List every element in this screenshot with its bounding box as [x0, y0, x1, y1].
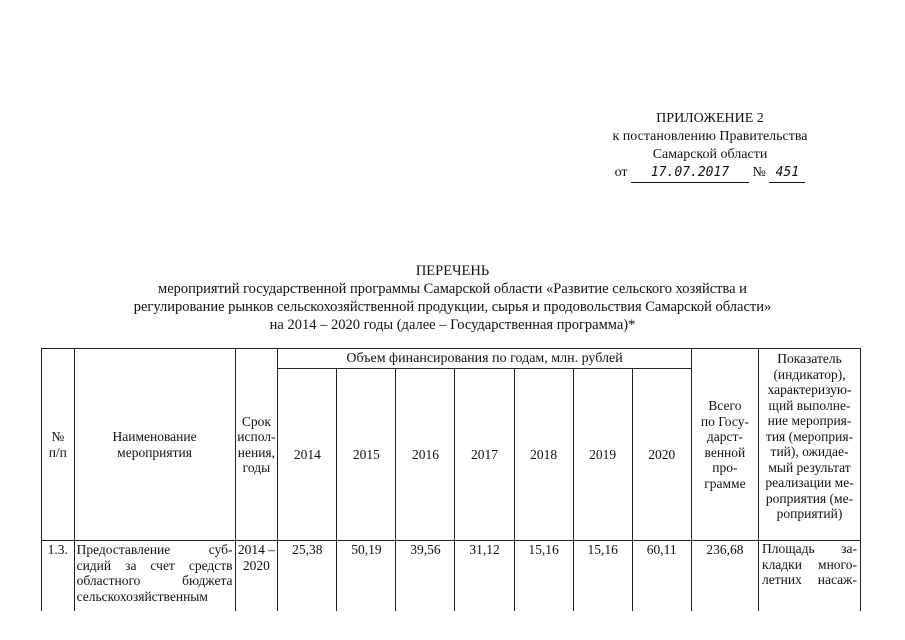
header-funding: Объем финансирования по годам, млн. рублей	[278, 349, 692, 369]
header-year-2015: 2015	[337, 369, 396, 541]
appendix-line2: Самарской области	[652, 147, 768, 162]
handwritten-date: 17.07.2017	[631, 164, 749, 183]
row-value-2015: 50,19	[337, 541, 396, 611]
title-line1: мероприятий государственной программы Самарской области «Развитие сельского хозяйства и	[158, 281, 747, 297]
appendix-block	[585, 110, 835, 183]
header-name: Наименование мероприятия	[74, 349, 235, 541]
title-line2: регулирование рынков сельскохозяйственной продукции, сырья и продовольствия Самарской области»	[133, 299, 772, 315]
header-year-2017: 2017	[455, 369, 514, 541]
row-name: Предоставление суб- сидий за счет средств областного бюджета сельскохозяйственным	[74, 541, 235, 611]
appendix-heading: ПРИЛОЖЕНИЕ 2	[656, 111, 764, 126]
header-term: Срок испол- нения, годы	[235, 349, 278, 541]
appendix-line1: к постановлению Правительства	[612, 129, 808, 144]
handwritten-number: 451	[769, 164, 805, 183]
row-num: 1.3.	[42, 541, 75, 611]
header-total: Всего по Госу- дарст- венной про- грамме	[691, 349, 758, 541]
header-num: № п/п	[42, 349, 75, 541]
row-value-2019: 15,16	[573, 541, 632, 611]
header-year-2018: 2018	[514, 369, 573, 541]
header-year-2016: 2016	[396, 369, 455, 541]
header-year-2019: 2019	[573, 369, 632, 541]
header-year-2014: 2014	[278, 369, 337, 541]
table-row	[42, 541, 861, 611]
row-term: 2014 – 2020	[235, 541, 278, 611]
measures-table	[41, 348, 861, 611]
row-value-2018: 15,16	[514, 541, 573, 611]
appendix-date-line	[585, 164, 835, 183]
header-indicator: Показатель (индикатор), характеризую- щий выполне- ние мероприя- тия (мероприя- тий), ожидае- мый результат реализации ме- роприятия (ме- роприятий)	[759, 349, 861, 541]
row-total: 236,68	[691, 541, 758, 611]
row-indicator: Площадь за- кладки много- летних насаж-	[759, 541, 861, 611]
header-year-2020: 2020	[632, 369, 691, 541]
number-prefix: №	[752, 165, 766, 180]
title-heading: ПЕРЕЧЕНЬ	[415, 263, 490, 279]
row-value-2017: 31,12	[455, 541, 514, 611]
title-line3: на 2014 – 2020 годы (далее – Государственная программа)*	[269, 317, 636, 333]
date-prefix: от	[614, 165, 628, 180]
row-value-2014: 25,38	[278, 541, 337, 611]
row-value-2020: 60,11	[632, 541, 691, 611]
row-value-2016: 39,56	[396, 541, 455, 611]
document-title	[60, 262, 845, 334]
